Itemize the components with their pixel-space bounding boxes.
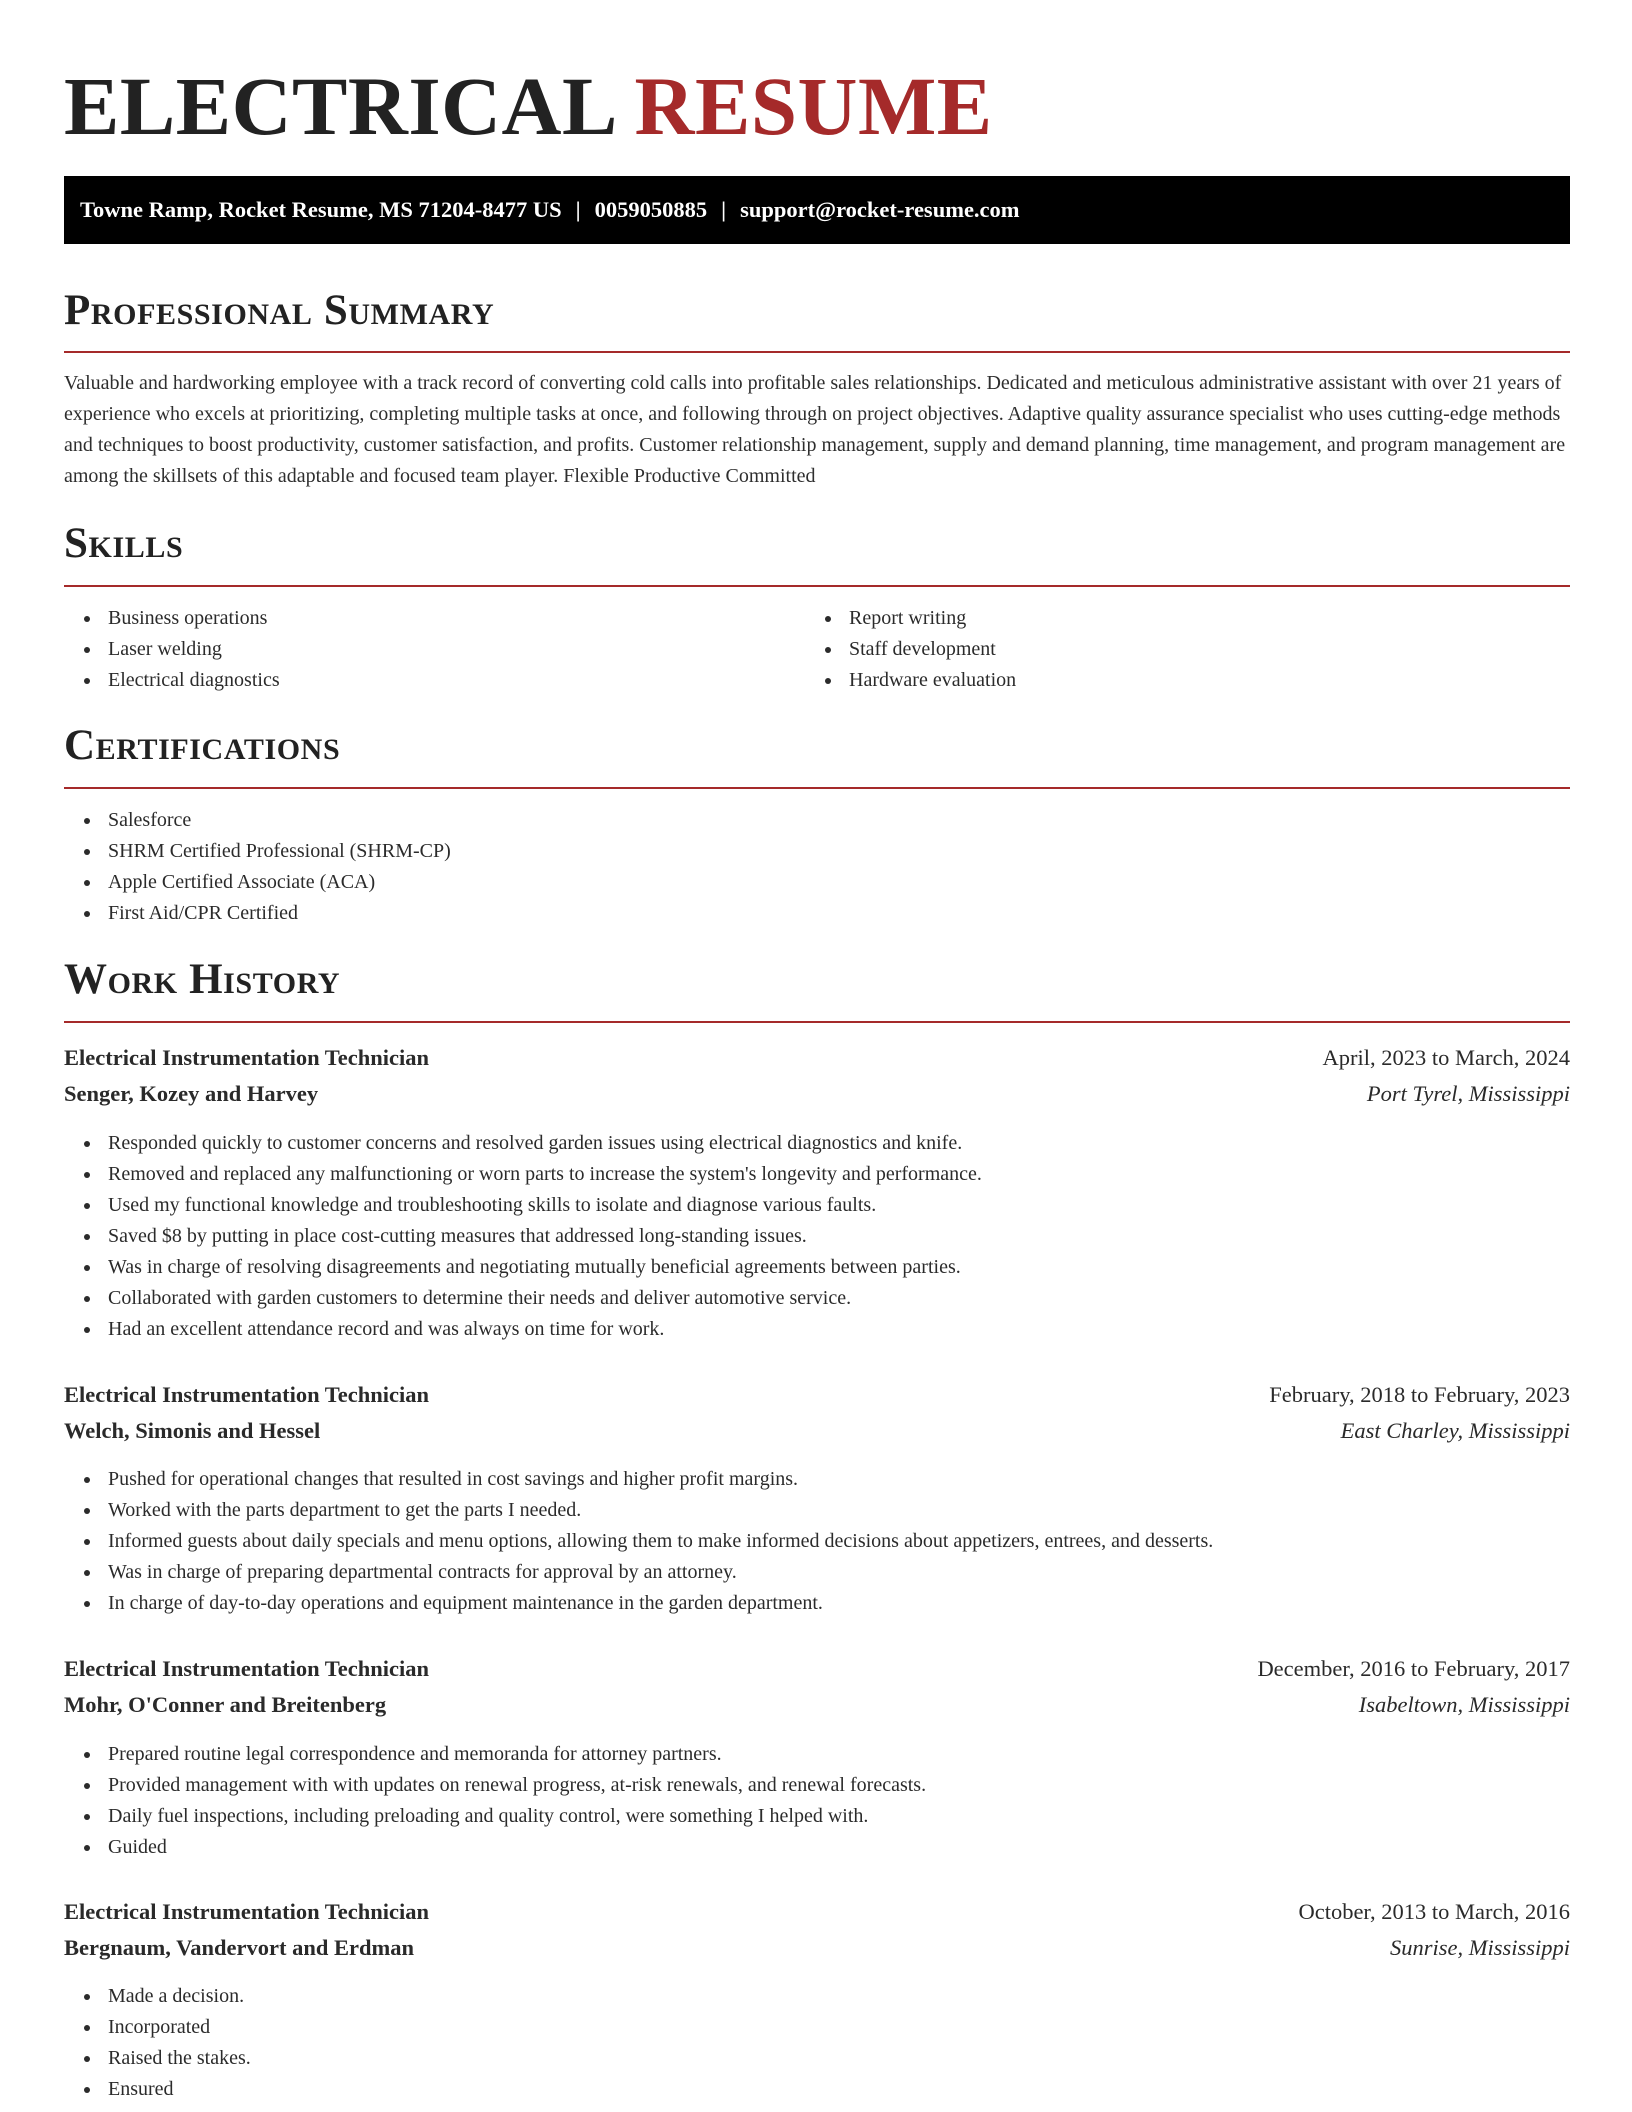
job-title: Electrical Instrumentation Technician [64, 1382, 429, 1407]
job-dates: April, 2023 to March, 2024 [1322, 1045, 1570, 1070]
job-duty: Had an excellent attendance record and was always on time for work. [64, 1314, 982, 1345]
job-duty: Guided [64, 1832, 926, 1863]
job-title: Electrical Instrumentation Technician [64, 1899, 429, 1924]
skill-item: Electrical diagnostics [64, 665, 280, 696]
job-company: Senger, Kozey and Harvey [64, 1081, 319, 1106]
job-duty: Informed guests about daily specials and menu options, allowing them to make informed decisions about appetizers, entrees, and desserts. [64, 1526, 1213, 1557]
job-location: Port Tyrel, Mississippi [1366, 1081, 1570, 1106]
job-duty: Used my functional knowledge and troubleshooting skills to isolate and diagnose various faults. [64, 1190, 982, 1221]
summary-heading: Professional Summary [64, 287, 495, 334]
job-duty: Collaborated with garden customers to determine their needs and deliver automotive service. [64, 1283, 982, 1314]
title-first-word: ELECTRICAL [64, 60, 614, 152]
job-duty: Incorporated [64, 2012, 251, 2043]
job-duties-list [64, 1464, 1213, 1619]
section-divider [64, 1021, 1570, 1023]
contact-separator: | [721, 197, 727, 222]
resume-page [64, 0, 1570, 2100]
job-duty: Pushed for operational changes that resulted in cost savings and higher profit margins. [64, 1464, 1213, 1495]
job-subheader [64, 1687, 1570, 1723]
job-duties-list [64, 1128, 982, 1345]
job-duty: Removed and replaced any malfunctioning or worn parts to increase the system's longevity and performance. [64, 1159, 982, 1190]
title-second-word: RESUME [634, 60, 993, 152]
skill-item: Hardware evaluation [805, 665, 1016, 696]
certification-item: First Aid/CPR Certified [64, 898, 451, 929]
job-duty: In charge of day-to-day operations and equipment maintenance in the garden department. [64, 1588, 1213, 1619]
job-duties-list [64, 1981, 251, 2105]
job-dates: February, 2018 to February, 2023 [1269, 1382, 1570, 1407]
job-subheader [64, 1930, 1570, 1966]
job-duty: Responded quickly to customer concerns and resolved garden issues using electrical diagnostics and knife. [64, 1128, 982, 1159]
section-divider [64, 585, 1570, 587]
section-divider [64, 787, 1570, 789]
job-duty: Saved $8 by putting in place cost-cutting measures that addressed long-standing issues. [64, 1221, 982, 1252]
skills-list-left [64, 603, 280, 696]
contact-phone: 0059050885 [594, 197, 708, 222]
skill-item: Staff development [805, 634, 1016, 665]
skill-item: Business operations [64, 603, 280, 634]
job-duty: Ensured [64, 2074, 251, 2105]
job-location: East Charley, Mississippi [1340, 1418, 1570, 1443]
job-duties-list [64, 1739, 926, 1863]
job-subheader [64, 1413, 1570, 1449]
contact-bar [64, 176, 1570, 244]
job-header [64, 1377, 1570, 1413]
summary-text: Valuable and hardworking employee with a track record of converting cold calls into profitable sales relationships. Dedicated and meticulous administrative assistant with over 21 years of experience who excels at prioritizing, completing multiple tasks at once, and following through on project objectives. Adaptive quality assurance specialist who uses cutting-edge methods and techniques to boost productivity, customer satisfaction, and profits. Customer relationship management, supply and demand planning, time management, and program management are among the skillsets of this adaptable and focused team player. Flexible Productive Committed [64, 372, 1566, 487]
job-dates: December, 2016 to February, 2017 [1257, 1656, 1570, 1681]
certifications-list [64, 805, 451, 929]
certification-item: Apple Certified Associate (ACA) [64, 867, 451, 898]
job-dates: October, 2013 to March, 2016 [1298, 1899, 1570, 1924]
contact-address: Towne Ramp, Rocket Resume, MS 71204-8477 US [80, 197, 562, 222]
job-company: Bergnaum, Vandervort and Erdman [64, 1935, 415, 1960]
job-location: Sunrise, Mississippi [1389, 1935, 1570, 1960]
contact-email: support@rocket-resume.com [740, 197, 1020, 222]
job-duty: Provided management with with updates on renewal progress, at-risk renewals, and renewal forecasts. [64, 1770, 926, 1801]
job-header [64, 1894, 1570, 1930]
certification-item: Salesforce [64, 805, 451, 836]
job-duty: Daily fuel inspections, including preloading and quality control, were something I helped with. [64, 1801, 926, 1832]
section-divider [64, 351, 1570, 353]
job-duty: Was in charge of preparing departmental contracts for approval by an attorney. [64, 1557, 1213, 1588]
job-title: Electrical Instrumentation Technician [64, 1656, 429, 1681]
job-duty: Worked with the parts department to get the parts I needed. [64, 1495, 1213, 1526]
job-header [64, 1040, 1570, 1076]
job-company: Mohr, O'Conner and Breitenberg [64, 1692, 387, 1717]
job-title: Electrical Instrumentation Technician [64, 1045, 429, 1070]
job-duty: Made a decision. [64, 1981, 251, 2012]
resume-title [64, 56, 1570, 156]
job-header [64, 1651, 1570, 1687]
work-history-heading: Work History [64, 956, 341, 1003]
contact-separator: | [575, 197, 581, 222]
skill-item: Laser welding [64, 634, 280, 665]
job-company: Welch, Simonis and Hessel [64, 1418, 321, 1443]
job-location: Isabeltown, Mississippi [1358, 1692, 1570, 1717]
skills-list-right [805, 603, 1016, 696]
job-duty: Was in charge of resolving disagreements and negotiating mutually beneficial agreements between parties. [64, 1252, 982, 1283]
certification-item: SHRM Certified Professional (SHRM-CP) [64, 836, 451, 867]
skill-item: Report writing [805, 603, 1016, 634]
job-duty: Raised the stakes. [64, 2043, 251, 2074]
job-subheader [64, 1076, 1570, 1112]
certifications-heading: Certifications [64, 722, 341, 769]
skills-heading: Skills [64, 520, 184, 567]
job-duty: Prepared routine legal correspondence and memoranda for attorney partners. [64, 1739, 926, 1770]
